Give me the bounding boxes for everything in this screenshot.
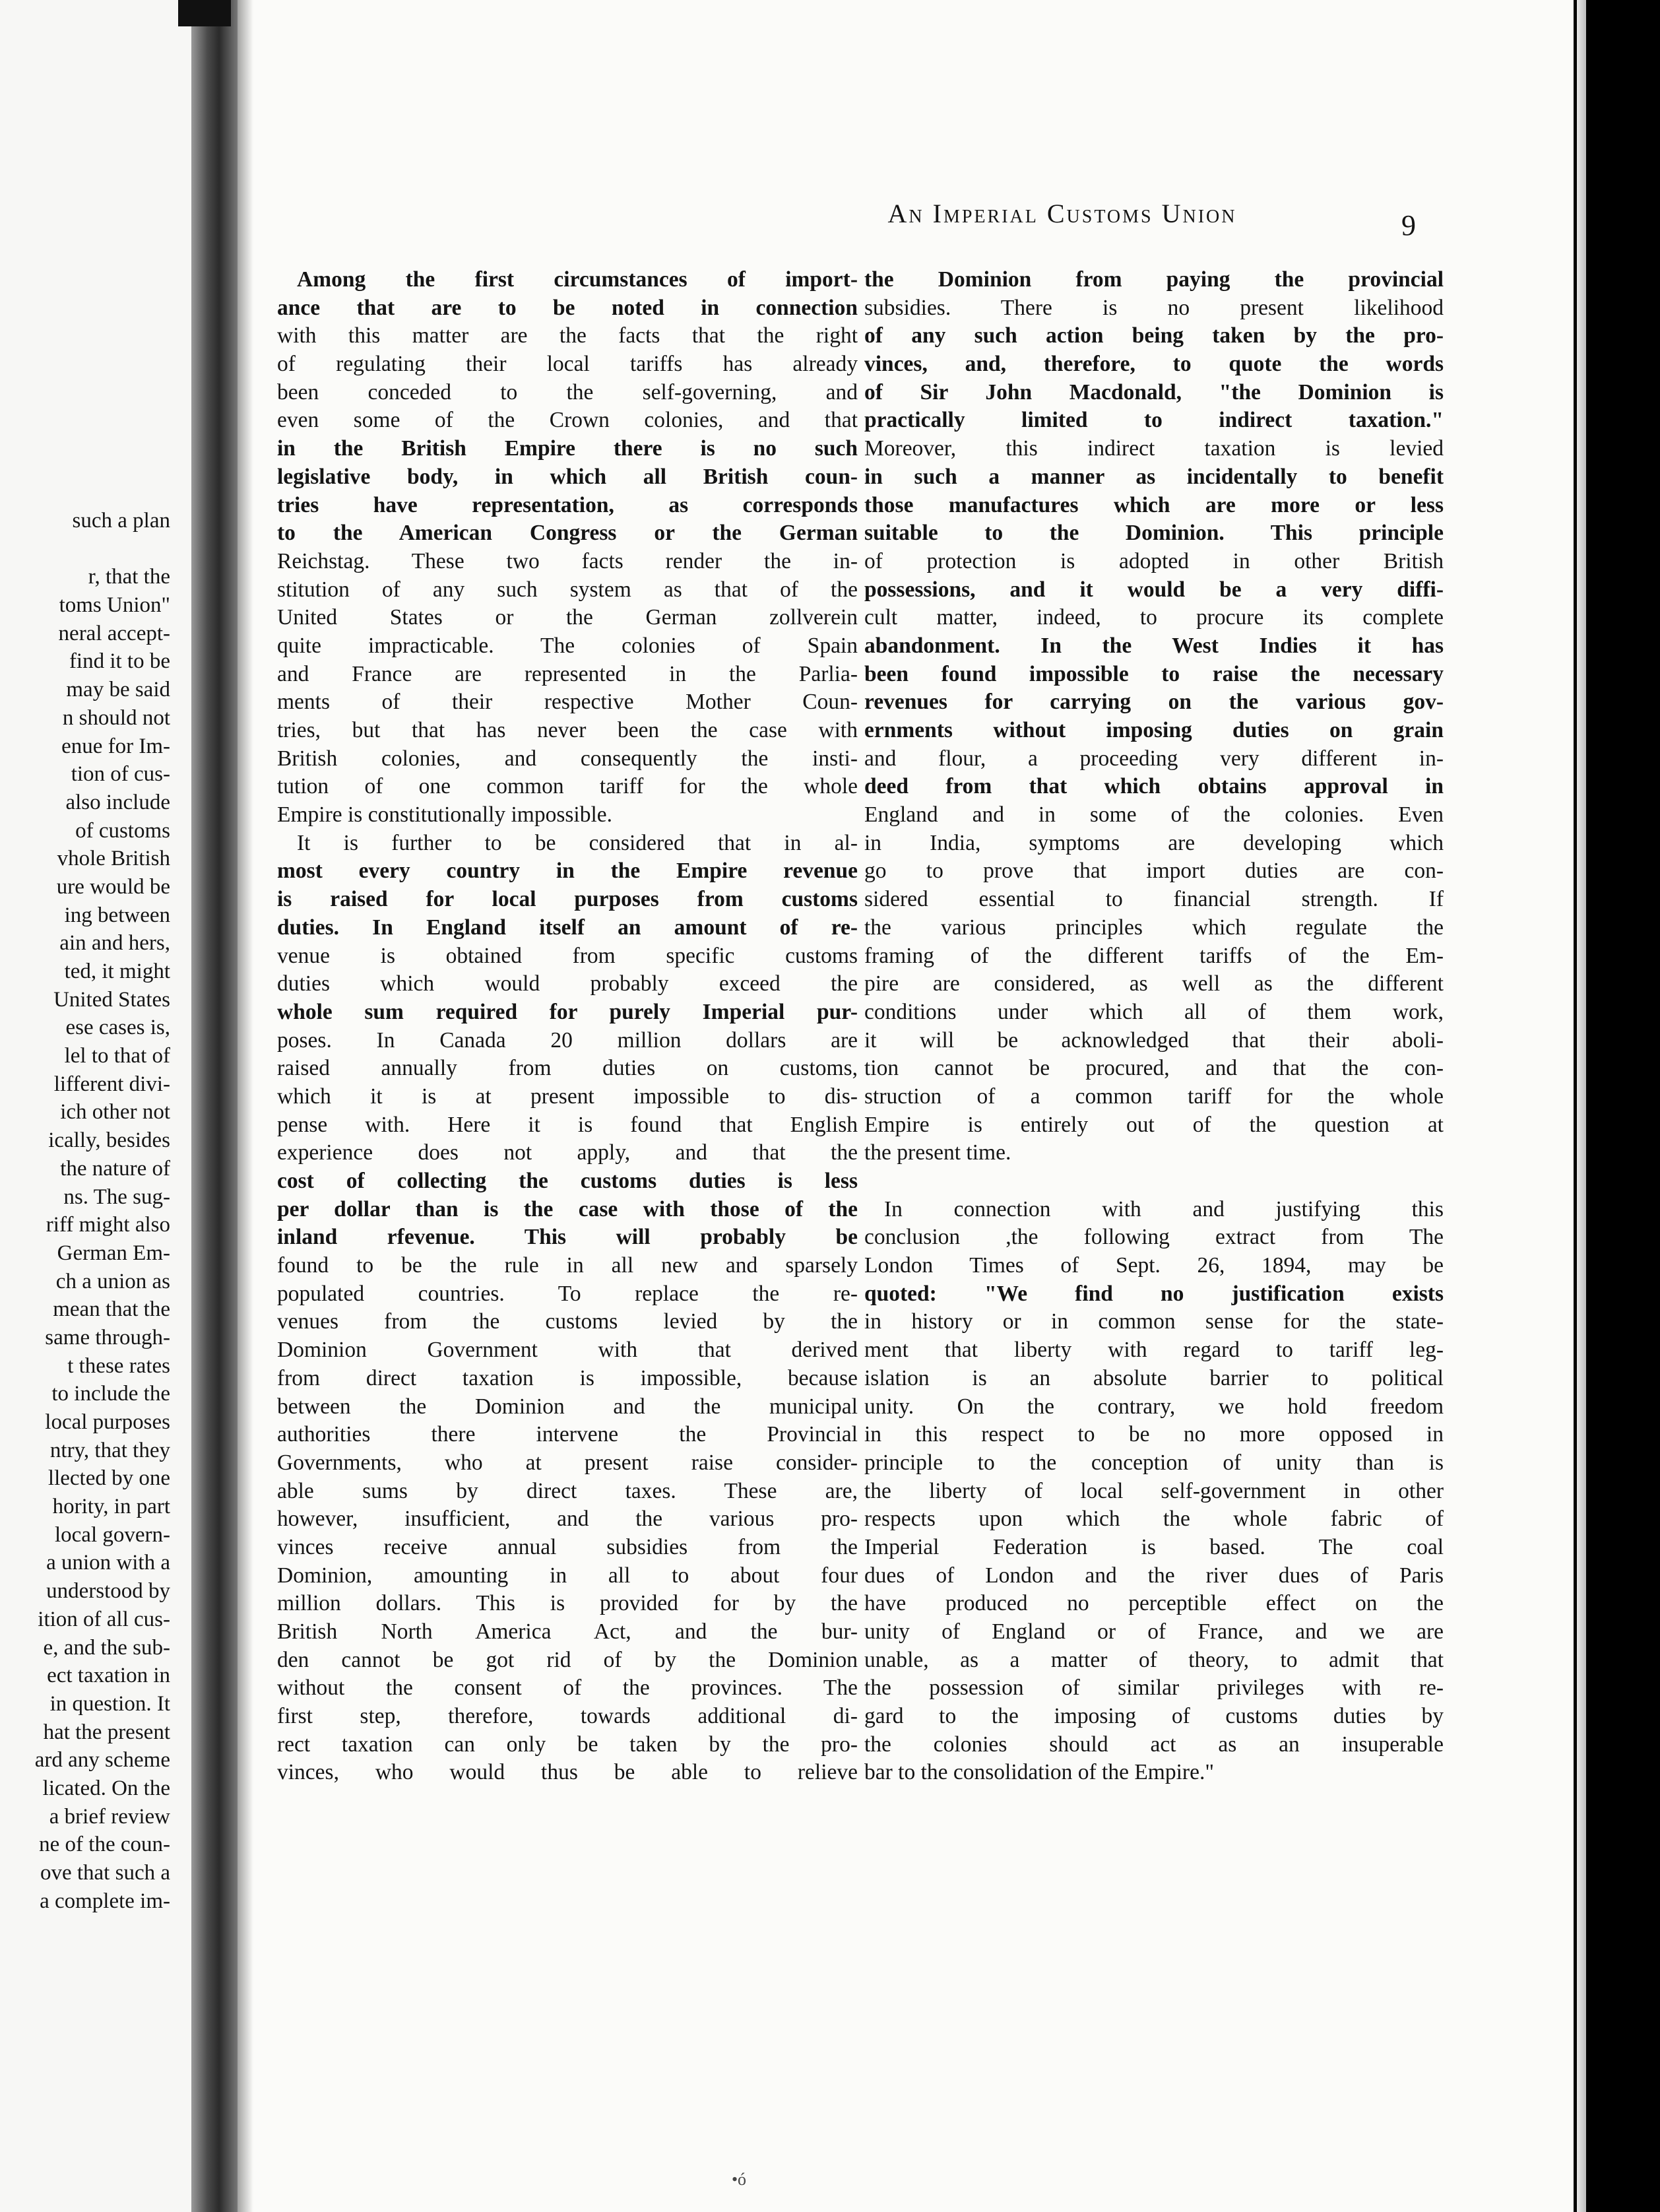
text-line: bar to the consolidation of the Empire." xyxy=(864,1760,1214,1785)
text-line: even some of the Crown colonies, and that xyxy=(277,408,858,433)
text-line: the various principles which regulate the xyxy=(864,915,1444,940)
text-line: of regulating their local tariffs has already xyxy=(277,352,858,377)
text-line: vinces receive annual subsidies from the xyxy=(277,1534,858,1559)
text-line: between the Dominion and the municipal xyxy=(277,1394,858,1419)
text-line: from direct taxation is impossible, because xyxy=(277,1365,858,1390)
right-margin-dark xyxy=(1574,0,1660,2212)
text-line: legislative body, in which all British coun- xyxy=(277,464,858,489)
text-line: go to prove that import duties are con- xyxy=(864,859,1444,884)
text-line: ernments without imposing duties on grain xyxy=(864,718,1444,742)
previous-page-fragment xyxy=(0,0,191,2212)
text-line: poses. In Canada 20 million dollars are xyxy=(277,1027,858,1053)
text-line: of protection is adopted in other British xyxy=(864,548,1444,573)
text-line: Dominion Government with that derived xyxy=(277,1338,858,1363)
previous-page-line: n should not xyxy=(62,705,170,730)
gutter-shadow-top xyxy=(178,0,231,26)
previous-page-line: lifferent divi- xyxy=(53,1072,170,1096)
text-line: rect taxation can only be taken by the pro- xyxy=(277,1732,858,1757)
footer-mark: •ó xyxy=(731,2170,747,2189)
previous-page-line: ure would be xyxy=(56,874,170,899)
previous-page-text xyxy=(0,507,191,1915)
previous-page-line: a brief review xyxy=(49,1804,170,1829)
previous-page-line: may be said xyxy=(66,678,170,702)
text-line: whole sum required for purely Imperial pur- xyxy=(277,999,858,1024)
previous-page-line: to include the xyxy=(51,1382,170,1406)
previous-page-line: tion of cus- xyxy=(71,762,170,787)
page-number: 9 xyxy=(1401,209,1416,242)
text-line: den cannot be got rid of by the Dominion xyxy=(277,1647,858,1672)
text-line: been found impossible to raise the necessary xyxy=(864,661,1444,686)
text-line: raised annually from duties on customs, xyxy=(277,1056,858,1081)
text-line: possessions, and it would be a very diffi- xyxy=(864,577,1444,602)
text-line: suitable to the Dominion. This principle xyxy=(864,521,1444,546)
text-line: islation is an absolute barrier to political xyxy=(864,1365,1444,1390)
text-line: In connection with and justifying this xyxy=(884,1196,1444,1221)
previous-page-line: ese cases is, xyxy=(65,1016,170,1040)
text-line: it will be acknowledged that their aboli- xyxy=(864,1027,1444,1053)
text-line: most every country in the Empire revenue xyxy=(277,859,858,884)
text-line: and flour, a proceeding very different in- xyxy=(864,746,1444,771)
previous-page-line: find it to be xyxy=(69,649,170,674)
text-line: gard to the imposing of customs duties by xyxy=(864,1704,1444,1729)
left-column xyxy=(277,266,858,1787)
text-line: experience does not apply, and that the xyxy=(277,1140,858,1165)
text-line: Empire is entirely out of the question at xyxy=(864,1112,1444,1137)
previous-page-line xyxy=(0,535,170,564)
text-line: in India, symptoms are developing which xyxy=(864,830,1444,855)
text-line: venues from the customs levied by the xyxy=(277,1309,858,1334)
text-line: however, insufficient, and the various pro- xyxy=(277,1507,858,1532)
previous-page-line: a union with a xyxy=(46,1551,170,1575)
text-line: those manufactures which are more or less xyxy=(864,492,1444,517)
text-line: inland rfevenue. This will probably be xyxy=(277,1225,858,1250)
previous-page-line: e, and the sub- xyxy=(43,1635,170,1660)
text-line: unable, as a matter of theory, to admit that xyxy=(864,1647,1444,1672)
text-line: practically limited to indirect taxation." xyxy=(864,408,1444,433)
text-line: United States or the German zollverein xyxy=(277,605,858,630)
previous-page-line: ing between xyxy=(64,903,170,927)
text-line: tion cannot be procured, and that the con- xyxy=(864,1056,1444,1081)
text-line: have produced no perceptible effect on the xyxy=(864,1591,1444,1616)
text-line: cost of collecting the customs duties is less xyxy=(277,1169,858,1193)
previous-page-line: local govern- xyxy=(54,1522,170,1547)
text-line: the possession of similar privileges with re- xyxy=(864,1675,1444,1701)
page-edge-strip xyxy=(1577,0,1586,2212)
previous-page-line: mean that the xyxy=(53,1297,170,1322)
previous-page-line: licated. On the xyxy=(42,1776,170,1800)
text-line: conditions under which all of them work, xyxy=(864,999,1444,1024)
text-line: duties which would probably exceed the xyxy=(277,971,858,996)
text-line: dues of London and the river dues of Paris xyxy=(864,1563,1444,1588)
text-line: Governments, who at present raise consider- xyxy=(277,1450,858,1475)
text-line: Reichstag. These two facts render the in- xyxy=(277,548,858,573)
previous-page-line: also include xyxy=(65,790,170,814)
text-line: Among the first circumstances of import- xyxy=(297,267,858,292)
text-line: been conceded to the self-governing, and xyxy=(277,379,858,405)
previous-page-line: neral accept- xyxy=(58,621,170,645)
text-line: in such a manner as incidentally to benefit xyxy=(864,464,1444,489)
previous-page-line: local purposes xyxy=(45,1410,170,1434)
text-line: abandonment. In the West Indies it has xyxy=(864,633,1444,658)
text-line: British colonies, and consequently the insti- xyxy=(277,746,858,771)
text-line: the liberty of local self-government in other xyxy=(864,1478,1444,1503)
previous-page-line: llected by one xyxy=(48,1466,170,1491)
text-line: in the British Empire there is no such xyxy=(277,436,858,461)
previous-page-line: in question. It xyxy=(49,1691,170,1716)
previous-page-line: ect taxation in xyxy=(47,1664,170,1688)
page-inner-shadow xyxy=(238,0,253,2212)
text-line: which it is at present impossible to dis- xyxy=(277,1084,858,1109)
text-line: It is further to be considered that in al- xyxy=(297,830,858,855)
text-line: Empire is constitutionally impossible. xyxy=(277,802,613,828)
text-line xyxy=(864,1167,1444,1196)
text-line: unity. On the contrary, we hold freedom xyxy=(864,1394,1444,1419)
text-line: authorities there intervene the Provincial xyxy=(277,1422,858,1447)
text-line: ment that liberty with regard to tariff leg- xyxy=(864,1338,1444,1363)
text-line: cult matter, indeed, to procure its complete xyxy=(864,605,1444,630)
text-line: vinces, and, therefore, to quote the words xyxy=(864,352,1444,377)
previous-page-line: ition of all cus- xyxy=(38,1607,170,1631)
previous-page-line: ne of the coun- xyxy=(39,1833,170,1857)
text-line: found to be the rule in all new and sparsely xyxy=(277,1253,858,1278)
previous-page-line: riff might also xyxy=(46,1213,170,1237)
text-line: in this respect to be no more opposed in xyxy=(864,1422,1444,1447)
previous-page-line: vhole British xyxy=(57,847,170,871)
text-line: pire are considered, as well as the different xyxy=(864,971,1444,996)
page xyxy=(238,0,1574,2212)
text-line: quite impracticable. The colonies of Spain xyxy=(277,633,858,658)
previous-page-line: enue for Im- xyxy=(61,734,170,758)
text-line: quoted: "We find no justification exists xyxy=(864,1281,1444,1306)
text-line: able sums by direct taxes. These are, xyxy=(277,1478,858,1503)
previous-page-line: ich other not xyxy=(60,1100,170,1124)
text-line: tution of one common tariff for the whole xyxy=(277,774,858,799)
previous-page-line: hority, in part xyxy=(52,1495,170,1519)
previous-page-line: understood by xyxy=(46,1579,170,1604)
text-line: vinces, who would thus be able to relieve xyxy=(277,1760,858,1785)
previous-page-line: ch a union as xyxy=(55,1269,170,1293)
right-column xyxy=(864,266,1444,1787)
text-line: unity of England or of France, and we are xyxy=(864,1619,1444,1644)
text-line: conclusion ,the following extract from The xyxy=(864,1225,1444,1250)
text-line: deed from that which obtains approval in xyxy=(864,774,1444,799)
text-line: principle to the conception of unity than is xyxy=(864,1450,1444,1475)
text-line: pense with. Here it is found that English xyxy=(277,1112,858,1137)
previous-page-line: ns. The sug- xyxy=(63,1185,170,1209)
text-line: with this matter are the facts that the right xyxy=(277,323,858,348)
previous-page-line: United States xyxy=(53,987,170,1012)
previous-page-line: hat the present xyxy=(43,1720,170,1744)
text-line: tries have representation, as corresponds xyxy=(277,492,858,517)
previous-page-line: the nature of xyxy=(60,1156,170,1181)
text-line: populated countries. To replace the re- xyxy=(277,1281,858,1306)
text-line: struction of a common tariff for the whole xyxy=(864,1084,1444,1109)
text-line: duties. In England itself an amount of re- xyxy=(277,915,858,940)
text-line: Dominion, amounting in all to about four xyxy=(277,1563,858,1588)
previous-page-line: lel to that of xyxy=(64,1044,170,1068)
text-line: sidered essential to financial strength. If xyxy=(864,887,1444,912)
text-line: of Sir John Macdonald, "the Dominion is xyxy=(864,379,1444,405)
text-line: ance that are to be noted in connection xyxy=(277,295,858,320)
text-line: England and in some of the colonies. Even xyxy=(864,802,1444,828)
previous-page-line: such a plan xyxy=(72,509,170,533)
text-line: per dollar than is the case with those of the xyxy=(277,1196,858,1221)
previous-page-line: t these rates xyxy=(67,1353,170,1378)
text-line: without the consent of the provinces. The xyxy=(277,1675,858,1701)
text-line: revenues for carrying on the various gov- xyxy=(864,690,1444,715)
text-line: tries, but that has never been the case with xyxy=(277,718,858,742)
text-line: framing of the different tariffs of the Em- xyxy=(864,943,1444,968)
previous-page-line: a complete im- xyxy=(40,1889,170,1913)
text-line: in history or in common sense for the state- xyxy=(864,1309,1444,1334)
text-line: subsidies. There is no present likelihood xyxy=(864,295,1444,320)
previous-page-line: r, that the xyxy=(88,565,170,589)
text-line: the Dominion from paying the provincial xyxy=(864,267,1444,292)
previous-page-line: ted, it might xyxy=(64,960,170,983)
previous-page-line: ntry, that they xyxy=(49,1438,170,1462)
text-line: venue is obtained from specific customs xyxy=(277,943,858,968)
text-line: the present time. xyxy=(864,1140,1011,1165)
text-line: of any such action being taken by the pro- xyxy=(864,323,1444,348)
text-line: Imperial Federation is based. The coal xyxy=(864,1534,1444,1559)
previous-page-line: ove that such a xyxy=(40,1861,170,1885)
text-line: is raised for local purposes from customs xyxy=(277,887,858,912)
text-line: respects upon which the whole fabric of xyxy=(864,1507,1444,1532)
previous-page-line: toms Union" xyxy=(59,593,170,618)
text-line: London Times of Sept. 26, 1894, may be xyxy=(864,1253,1444,1278)
previous-page-line: ard any scheme xyxy=(34,1748,170,1773)
text-line: first step, therefore, towards additional di- xyxy=(277,1704,858,1729)
text-line: stitution of any such system as that of the xyxy=(277,577,858,602)
previous-page-line: same through- xyxy=(45,1325,170,1350)
text-line: Moreover, this indirect taxation is levied xyxy=(864,436,1444,461)
previous-page-line: German Em- xyxy=(57,1241,170,1265)
text-line: and France are represented in the Parlia- xyxy=(277,661,858,686)
running-header: An Imperial Customs Union xyxy=(887,199,1237,228)
previous-page-line: ain and hers, xyxy=(59,931,170,956)
text-line: British North America Act, and the bur- xyxy=(277,1619,858,1644)
text-line: million dollars. This is provided for by the xyxy=(277,1591,858,1616)
book-gutter xyxy=(191,0,238,2212)
text-line: ments of their respective Mother Coun- xyxy=(277,690,858,715)
previous-page-line: ically, besides xyxy=(48,1128,170,1153)
text-line: the colonies should act as an insuperable xyxy=(864,1732,1444,1757)
text-line: to the American Congress or the German xyxy=(277,521,858,546)
previous-page-line: of customs xyxy=(75,818,170,843)
